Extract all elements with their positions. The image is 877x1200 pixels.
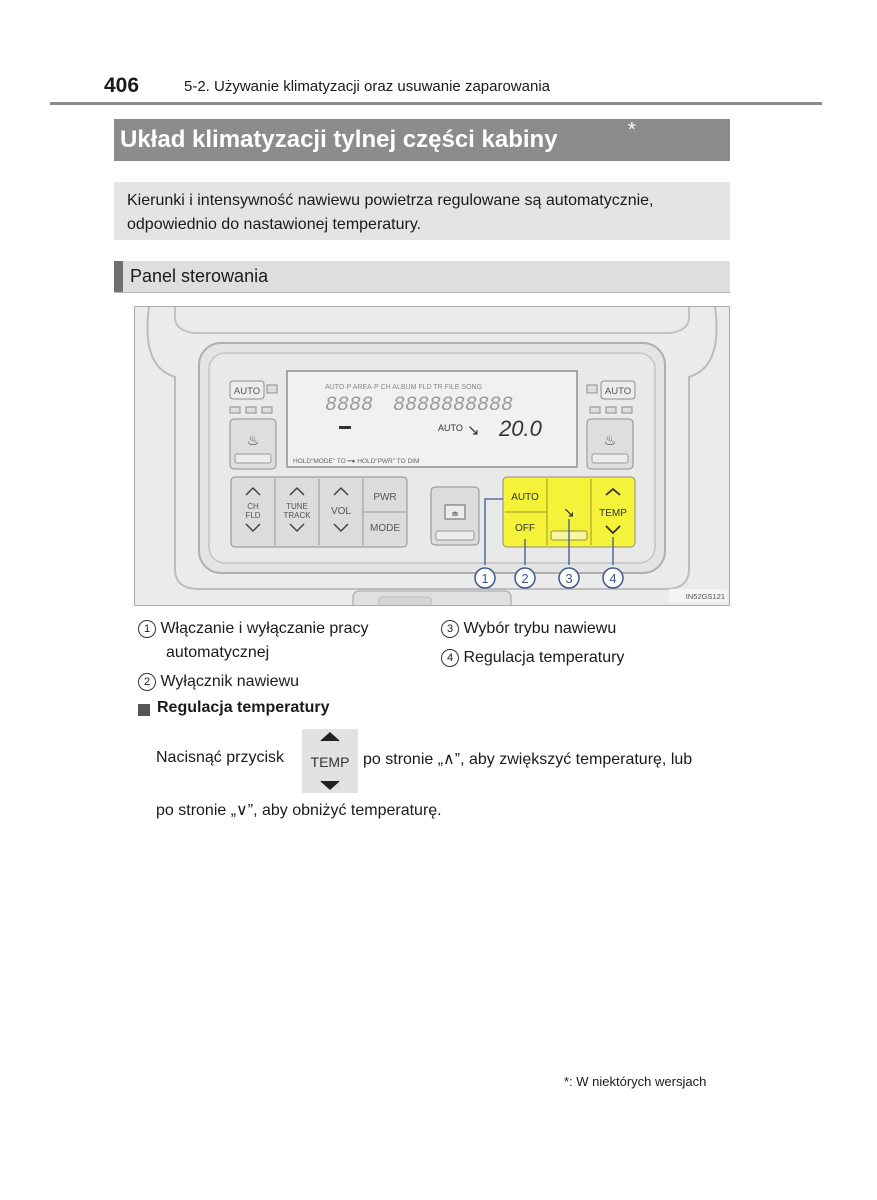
caption-number-1: 1 bbox=[138, 620, 156, 638]
auto-button-label: AUTO bbox=[511, 492, 539, 503]
svg-text:♨: ♨ bbox=[603, 432, 617, 448]
page-number: 406 bbox=[104, 74, 140, 97]
caption-1-continuation: automatycznej bbox=[166, 644, 270, 661]
svg-text:PWR: PWR bbox=[373, 492, 397, 503]
caption-2 bbox=[138, 670, 299, 694]
display-digits-left: 8888 bbox=[325, 394, 374, 417]
subheading-bar bbox=[114, 261, 123, 292]
display-top-labels: AUTO·P AREA·P CH ALBUM FLD TR FILE SONG bbox=[325, 384, 483, 391]
temp-button-text: TEMP bbox=[310, 754, 350, 770]
svg-text:↘: ↘ bbox=[563, 504, 575, 520]
intro-text: Kierunki i intensywność nawiewu powietrza regulowane są automatycznie, odpowiednio do nastawionej temperatury. bbox=[127, 192, 654, 233]
left-auto-label: AUTO bbox=[233, 386, 261, 397]
svg-text:↘: ↘ bbox=[467, 422, 480, 439]
control-panel-figure bbox=[134, 306, 730, 606]
callout-2: 2 bbox=[521, 571, 529, 586]
callout-4: 4 bbox=[609, 571, 617, 586]
subsection-title: Regulacja temperatury bbox=[157, 699, 330, 716]
callout-1: 1 bbox=[481, 571, 489, 586]
caption-number-4: 4 bbox=[441, 649, 459, 667]
display-digits-right: 8888888888 bbox=[393, 394, 514, 417]
callout-3: 3 bbox=[565, 571, 573, 586]
instruction-text-line2: po stronie „∨”, aby obniżyć temperaturę. bbox=[156, 802, 442, 819]
footnote: *: W niektórych wersjach bbox=[564, 1074, 707, 1089]
svg-text:TUNE: TUNE bbox=[286, 502, 308, 511]
caption-4 bbox=[441, 646, 624, 670]
figure-code: IN52GS121 bbox=[685, 592, 725, 601]
main-heading-text: Układ klimatyzacji tylnej części kabiny bbox=[120, 126, 558, 153]
right-auto-label: AUTO bbox=[604, 386, 632, 397]
caption-number-3: 3 bbox=[441, 620, 459, 638]
subheading bbox=[114, 261, 730, 293]
svg-text:FLD: FLD bbox=[245, 511, 261, 520]
instruction-text-end: po stronie „∧”, aby zwiększyć temperaturę, lub bbox=[363, 751, 693, 768]
caption-2-text: Wyłącznik nawiewu bbox=[160, 673, 300, 690]
temp-button-label: TEMP bbox=[599, 508, 627, 519]
section-title: 5-2. Używanie klimatyzacji oraz usuwanie zaparowania bbox=[184, 78, 550, 95]
asterisk-icon: * bbox=[628, 119, 636, 141]
temp-button-icon bbox=[302, 729, 358, 793]
svg-text:MODE: MODE bbox=[370, 523, 400, 534]
svg-text:≐: ≐ bbox=[451, 509, 459, 519]
display-bottom-labels: HOLD"MODE" TO ━● HOLD"PWR" TO DIM bbox=[293, 458, 420, 465]
caption-4-text: Regulacja temperatury bbox=[463, 649, 625, 666]
svg-text:VOL: VOL bbox=[330, 506, 352, 517]
off-button-label: OFF bbox=[515, 523, 535, 534]
svg-text:TRACK: TRACK bbox=[283, 511, 311, 520]
subheading-text: Panel sterowania bbox=[130, 266, 269, 286]
caption-3-text: Wybór trybu nawiewu bbox=[463, 620, 617, 637]
main-heading bbox=[114, 119, 730, 161]
bullet-square-icon bbox=[138, 704, 150, 716]
caption-1 bbox=[138, 617, 369, 641]
caption-3 bbox=[441, 617, 616, 641]
control-panel-illustration bbox=[135, 307, 729, 605]
display-temp: 20.0 bbox=[499, 416, 542, 441]
caption-number-2: 2 bbox=[138, 673, 156, 691]
instruction-text-start: Nacisnąć przycisk bbox=[156, 749, 285, 766]
header-rule bbox=[50, 102, 822, 105]
caption-1-text: Włączanie i wyłączanie pracy bbox=[160, 620, 369, 637]
intro-box bbox=[114, 182, 730, 240]
display-auto: AUTO bbox=[438, 423, 463, 433]
svg-text:♨: ♨ bbox=[246, 432, 260, 448]
svg-text:CH: CH bbox=[247, 502, 259, 511]
